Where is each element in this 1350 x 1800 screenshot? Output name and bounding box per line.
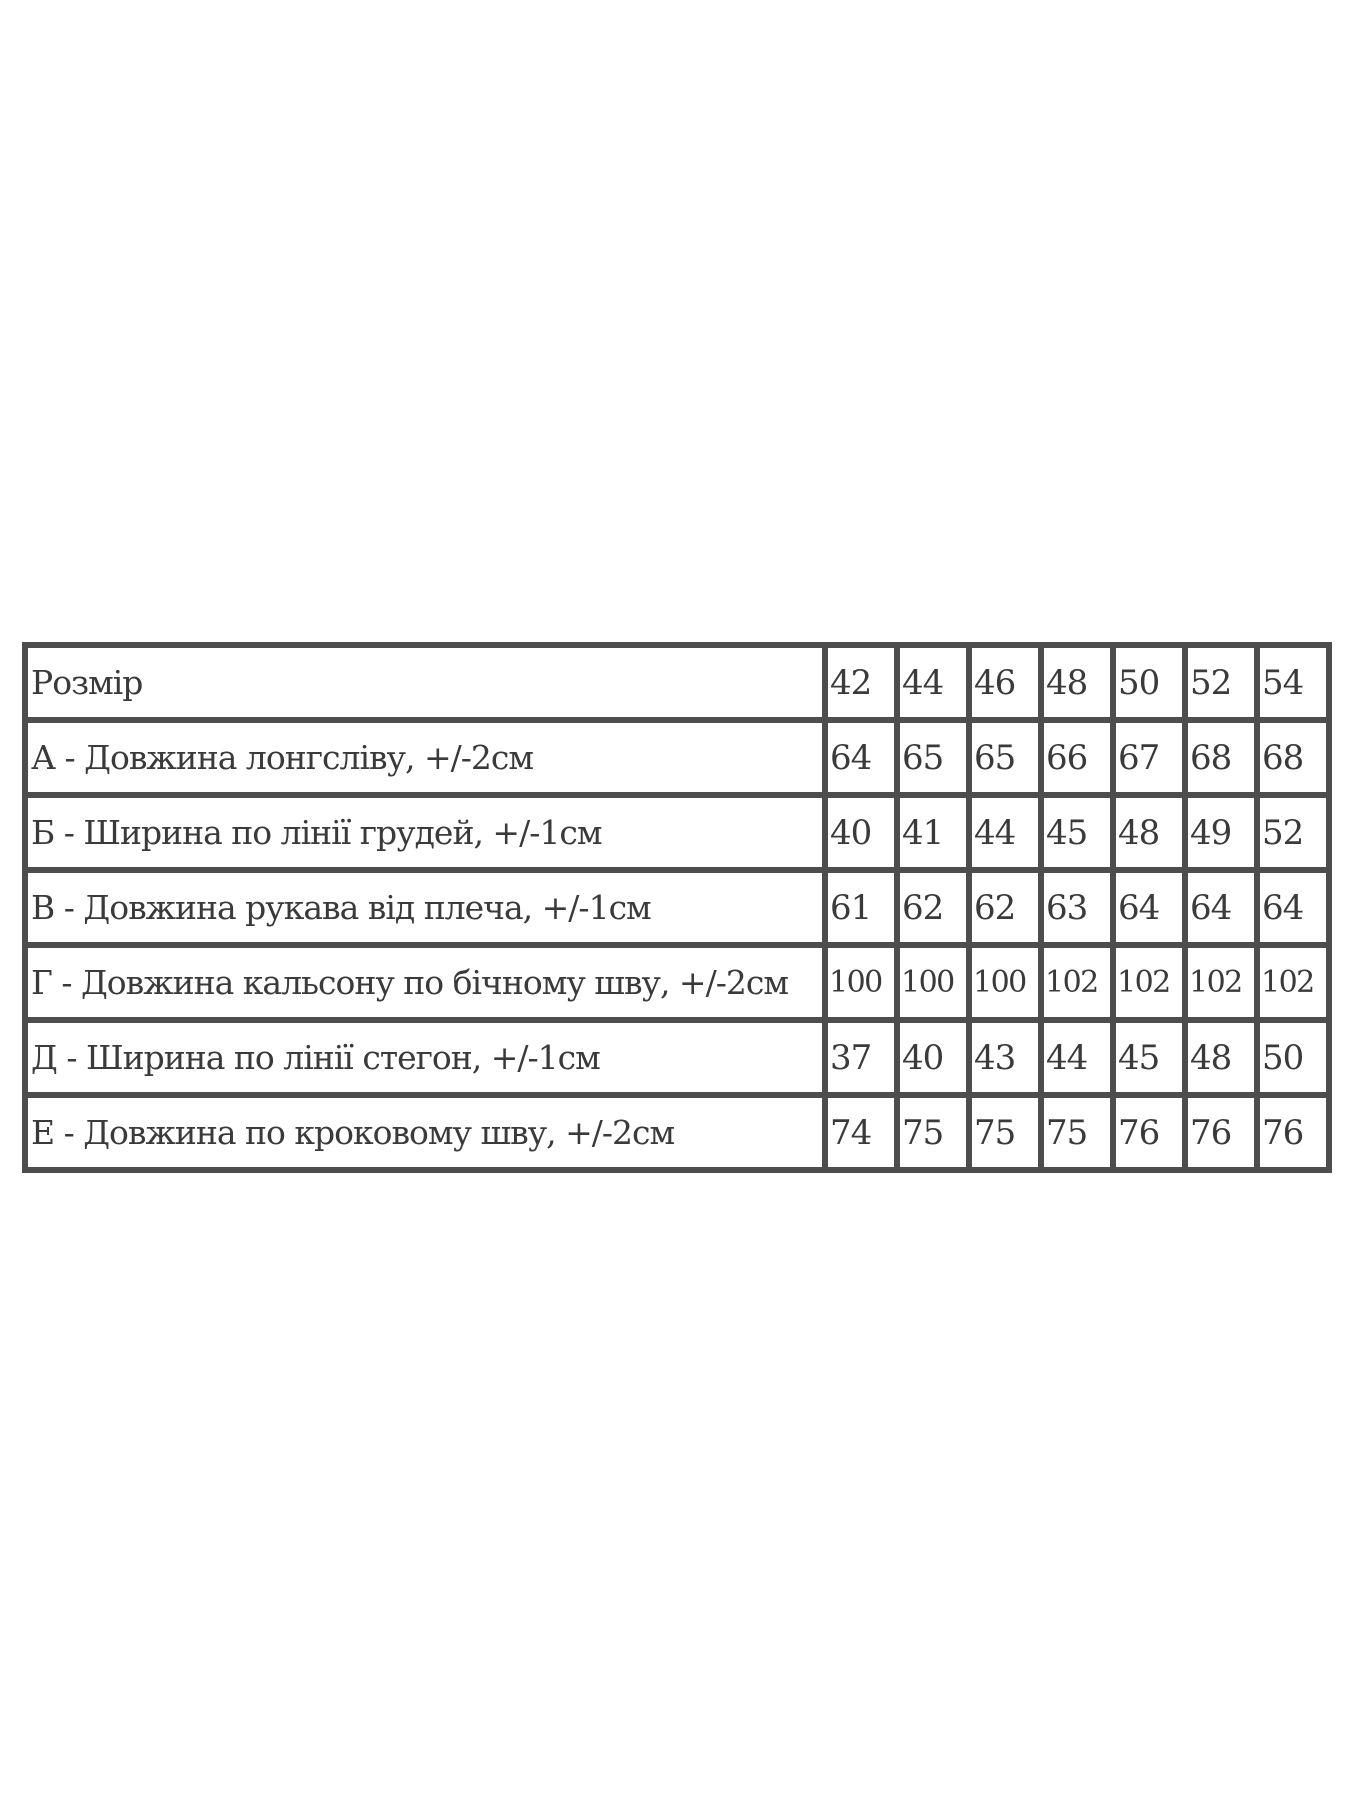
size-chart-table bbox=[22, 642, 1332, 1173]
table-cell: 100 bbox=[897, 945, 969, 1020]
table-cell: 66 bbox=[1041, 720, 1113, 795]
table-header-row bbox=[25, 645, 1329, 720]
table-cell: 76 bbox=[1113, 1095, 1185, 1170]
table-cell: 62 bbox=[897, 870, 969, 945]
table-row bbox=[25, 945, 1329, 1020]
size-header: 46 bbox=[969, 645, 1041, 720]
table-row bbox=[25, 795, 1329, 870]
size-header: 44 bbox=[897, 645, 969, 720]
table-row bbox=[25, 1095, 1329, 1170]
size-header: 48 bbox=[1041, 645, 1113, 720]
row-label: В - Довжина рукава від плеча, +/-1см bbox=[25, 870, 825, 945]
table-cell: 64 bbox=[1113, 870, 1185, 945]
table-cell: 102 bbox=[1257, 945, 1329, 1020]
table-cell: 50 bbox=[1257, 1020, 1329, 1095]
table-cell: 45 bbox=[1113, 1020, 1185, 1095]
table-cell: 40 bbox=[897, 1020, 969, 1095]
row-label: Д - Ширина по лінії стегон, +/-1см bbox=[25, 1020, 825, 1095]
row-label: Е - Довжина по кроковому шву, +/-2см bbox=[25, 1095, 825, 1170]
table-cell: 63 bbox=[1041, 870, 1113, 945]
table-cell: 100 bbox=[825, 945, 897, 1020]
size-header: 54 bbox=[1257, 645, 1329, 720]
table-cell: 76 bbox=[1257, 1095, 1329, 1170]
table-cell: 68 bbox=[1257, 720, 1329, 795]
table-cell: 43 bbox=[969, 1020, 1041, 1095]
table-cell: 102 bbox=[1041, 945, 1113, 1020]
table-cell: 75 bbox=[897, 1095, 969, 1170]
table-cell: 64 bbox=[1257, 870, 1329, 945]
table-cell: 65 bbox=[897, 720, 969, 795]
row-label: Г - Довжина кальсону по бічному шву, +/-2см bbox=[25, 945, 825, 1020]
table-cell: 74 bbox=[825, 1095, 897, 1170]
table-cell: 68 bbox=[1185, 720, 1257, 795]
size-header: 50 bbox=[1113, 645, 1185, 720]
table-cell: 41 bbox=[897, 795, 969, 870]
table-cell: 76 bbox=[1185, 1095, 1257, 1170]
table-cell: 52 bbox=[1257, 795, 1329, 870]
table-row bbox=[25, 1020, 1329, 1095]
table-cell: 44 bbox=[969, 795, 1041, 870]
size-header: 42 bbox=[825, 645, 897, 720]
table-cell: 48 bbox=[1113, 795, 1185, 870]
table-cell: 45 bbox=[1041, 795, 1113, 870]
table-cell: 64 bbox=[1185, 870, 1257, 945]
table-cell: 102 bbox=[1185, 945, 1257, 1020]
table-cell: 61 bbox=[825, 870, 897, 945]
table-cell: 40 bbox=[825, 795, 897, 870]
table-cell: 49 bbox=[1185, 795, 1257, 870]
table-cell: 62 bbox=[969, 870, 1041, 945]
row-label: Б - Ширина по лінії грудей, +/-1см bbox=[25, 795, 825, 870]
table-cell: 75 bbox=[969, 1095, 1041, 1170]
table-row bbox=[25, 870, 1329, 945]
table-cell: 44 bbox=[1041, 1020, 1113, 1095]
size-header: 52 bbox=[1185, 645, 1257, 720]
header-label: Розмір bbox=[25, 645, 825, 720]
table-cell: 102 bbox=[1113, 945, 1185, 1020]
table-cell: 37 bbox=[825, 1020, 897, 1095]
table-cell: 48 bbox=[1185, 1020, 1257, 1095]
table-cell: 64 bbox=[825, 720, 897, 795]
row-label: А - Довжина лонгсліву, +/-2см bbox=[25, 720, 825, 795]
table-cell: 75 bbox=[1041, 1095, 1113, 1170]
table-cell: 67 bbox=[1113, 720, 1185, 795]
table-cell: 100 bbox=[969, 945, 1041, 1020]
table-row bbox=[25, 720, 1329, 795]
table-cell: 65 bbox=[969, 720, 1041, 795]
